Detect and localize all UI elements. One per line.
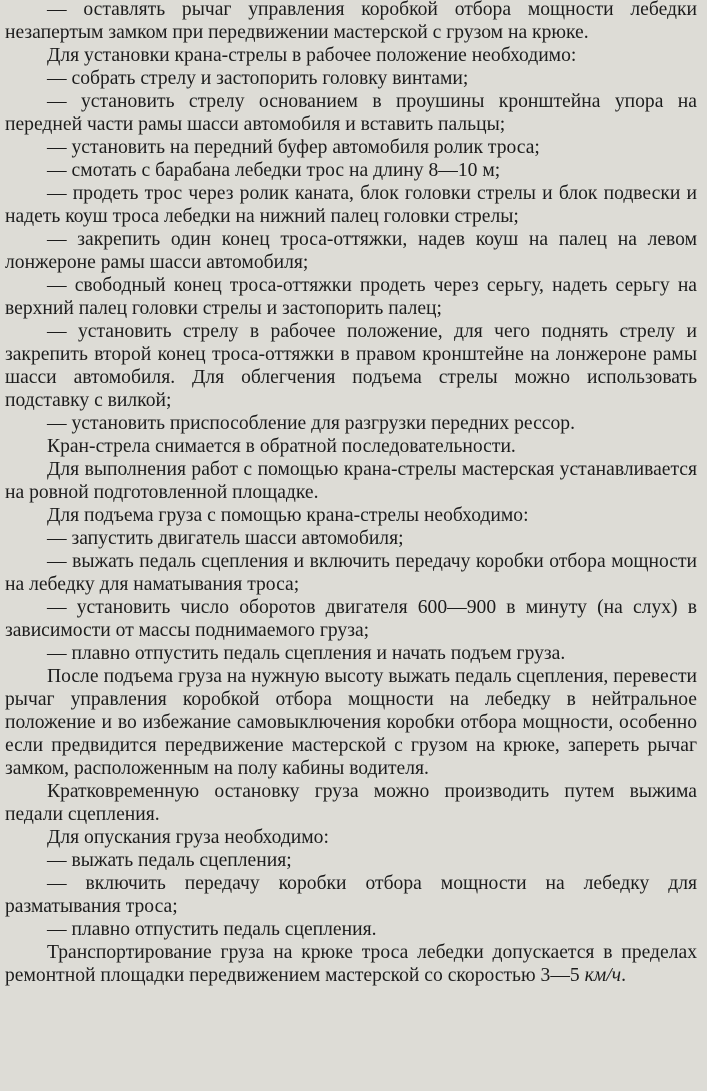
paragraph-8: — закрепить один конец троса-оттяжки, надев коуш на палец на левом лонжероне рамы шасси автомобиля; (5, 229, 697, 273)
paragraph-24: — плавно отпустить педаль сцепления. (47, 919, 377, 940)
paragraph-23: — включить передачу коробки отбора мощности на лебедку для разматывания троса; (5, 873, 697, 917)
paragraph-7: — продеть трос через ролик каната, блок головки стрелы и блок подвески и надеть коуш троса лебедки на нижний палец головки стрелы; (5, 183, 697, 227)
paragraph-1: — оставлять рычаг управления коробкой отбора мощности лебедки незапертым замком при передвижении мастерской с грузом на крюке. (5, 0, 697, 43)
speed-unit: км/ч (584, 965, 622, 986)
paragraph-5: — установить на передний буфер автомобиля ролик троса; (47, 137, 540, 158)
paragraph-17: — установить число оборотов двигателя 600—900 в минуту (на слух) в зависимости от массы поднимаемого груза; (5, 597, 697, 641)
paragraph-18: — плавно отпустить педаль сцепления и начать подъем груза. (47, 643, 566, 664)
paragraph-2: Для установки крана-стрелы в рабочее положение необходимо: (47, 45, 577, 66)
paragraph-20: Кратковременную остановку груза можно производить путем выжима педали сцепления. (5, 781, 697, 825)
paragraph-9: — свободный конец троса-оттяжки продеть через серьгу, надеть серьгу на верхний палец головки стрелы и застопорить палец; (5, 275, 697, 319)
paragraph-10: — установить стрелу в рабочее положение, для чего поднять стрелу и закрепить второй конец троса-оттяжки в правом кронштейне на лонжероне рамы шасси автомобиля. Для облегчения подъема стрелы можно использовать подставку с вилкой; (5, 321, 697, 411)
paragraph-15: — запустить двигатель шасси автомобиля; (47, 528, 404, 549)
paragraph-11: — установить приспособление для разгрузки передних рессор. (47, 413, 575, 434)
paragraph-19: После подъема груза на нужную высоту выжать педаль сцепления, перевести рычаг управления коробкой отбора мощности на лебедку в нейтральное положение и во избежание самовыключения коробки отбора мощности, особенно если предвидится передвижение мастерской с грузом на крюке, запереть рычаг замком, расположенным на полу кабины водителя. (5, 666, 697, 779)
paragraph-22: — выжать педаль сцепления; (47, 850, 292, 871)
paragraph-3: — собрать стрелу и застопорить головку винтами; (47, 68, 469, 89)
paragraph-12: Кран-стрела снимается в обратной последовательности. (47, 436, 516, 457)
paragraph-21: Для опускания груза необходимо: (47, 827, 329, 848)
paragraph-6: — смотать с барабана лебедки трос на длину 8—10 м; (47, 160, 501, 181)
paragraph-25 (5, 941, 697, 987)
paragraph-4: — установить стрелу основанием в проушины кронштейна упора на передней части рамы шасси автомобиля и вставить пальцы; (5, 91, 697, 135)
paragraph-16: — выжать педаль сцепления и включить передачу коробки отбора мощности на лебедку для наматывания троса; (5, 551, 697, 595)
paragraph-13: Для выполнения работ с помощью крана-стрелы мастерская устанавливается на ровной подготовленной площадке. (5, 459, 697, 503)
paragraph-14: Для подъема груза с помощью крана-стрелы необходимо: (47, 505, 529, 526)
paragraph-25-end: . (621, 965, 626, 986)
paragraph-25-text: Транспортирование груза на крюке троса лебедки допускается в пределах ремонтной площадки передвижением мастерской со скоростью 3—5 (5, 942, 697, 986)
